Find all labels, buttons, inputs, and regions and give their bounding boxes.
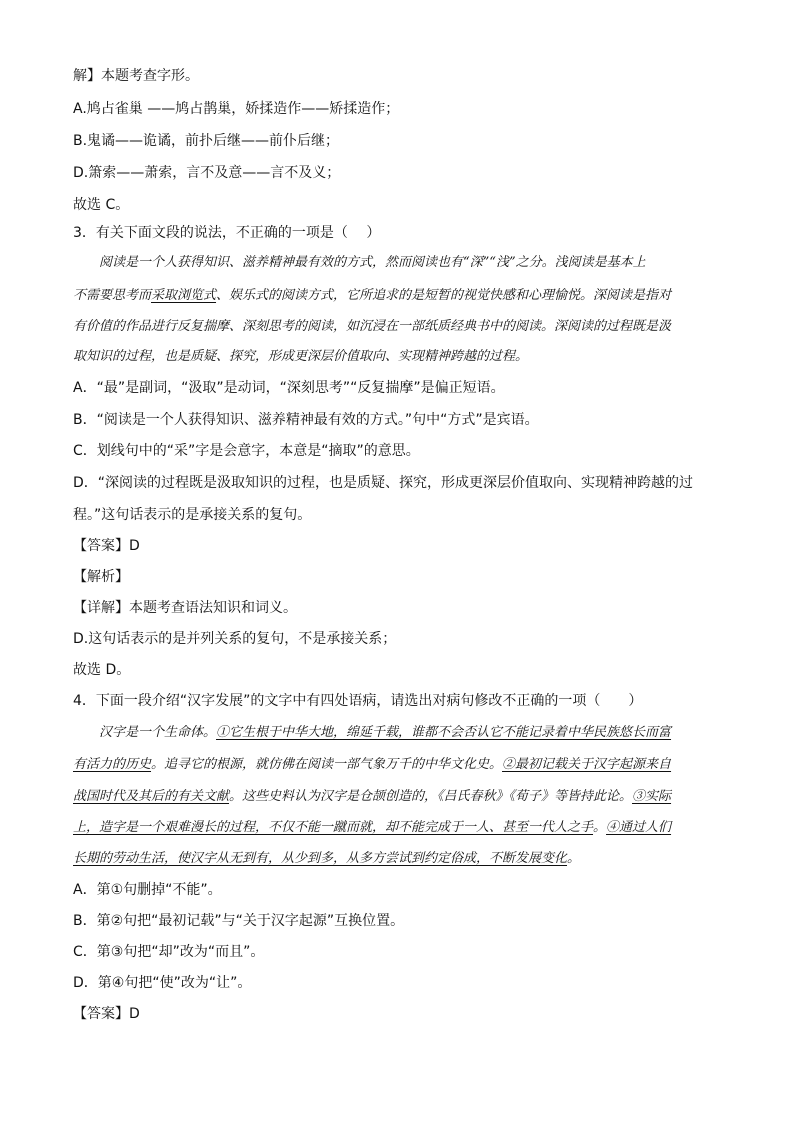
q4-option-c: C．第③句把“却”改为“而且”。 bbox=[73, 944, 265, 960]
q3-passage-line-3: 有价值的作品进行反复揣摩、深刻思考的阅读，如沉浸在一部纸质经典书中的阅读。深阅读的过程既是汲 bbox=[73, 319, 672, 334]
q4-answer: 【答案】D bbox=[73, 1006, 140, 1022]
q4-passage-line-2: 有活力的历史。追寻它的根源，就仿佛在阅读一部气象万千的中华文化史。②最初记载关于汉字起源来自 bbox=[73, 757, 672, 772]
analysis-line: 解】本题考查字形。 bbox=[73, 68, 199, 84]
q4-option-d: D．第④句把“使”改为“让”。 bbox=[73, 975, 252, 991]
sentence-2-cont: 战国时代及其后的有关文献 bbox=[73, 789, 230, 804]
sentence-4: ④通过人们 bbox=[606, 820, 672, 835]
q3-option-a: A．“最”是副词，“汲取”是动词，“深刻思考”“反复揣摩”是偏正短语。 bbox=[73, 380, 505, 396]
answer-choice: 故选 C。 bbox=[73, 197, 130, 213]
q3-option-b: B．“阅读是一个人获得知识、滋养精神最有效的方式。”句中“方式”是宾语。 bbox=[73, 412, 539, 428]
question-3-stem: 3．有关下面文段的说法，不正确的一项是（ ） bbox=[73, 225, 381, 241]
q3-passage-line-1: 阅读是一个人获得知识、滋养精神最有效的方式，然而阅读也有“深”“浅”之分。浅阅读是基本上 bbox=[99, 255, 646, 270]
q3-option-d-cont: 程。”这句话表示的是承接关系的复句。 bbox=[73, 507, 312, 523]
q3-answer-choice: 故选 D。 bbox=[73, 662, 131, 678]
q4-passage-line-4: 上，造字是一个艰难漫长的过程，不仅不能一蹴而就，却不能完成于一人、甚至一代人之手。④通过人们 bbox=[73, 820, 672, 835]
q3-passage-line-2: 不需要思考而采取浏览式、娱乐式的阅读方式，它所追求的是短暂的视觉快感和心理愉悦。深阅读是指对 bbox=[73, 288, 672, 303]
sentence-2: ②最初记载关于汉字起源来自 bbox=[502, 757, 672, 772]
sentence-1-cont: 有活力的历史 bbox=[73, 757, 152, 772]
q3-passage-line-4: 取知识的过程，也是质疑、探究，形成更深层价值取向、实现精神跨越的过程。 bbox=[73, 349, 529, 364]
q4-passage-line-1: 汉字是一个生命体。①它生根于中华大地，绵延千载，谁都不会否认它不能记录着中华民族悠长而富 bbox=[99, 725, 672, 740]
underlined-phrase: 采取浏览式 bbox=[151, 288, 217, 303]
sentence-3: ③实际 bbox=[632, 789, 672, 804]
sentence-3-cont: 上，造字是一个艰难漫长的过程，不仅不能一蹴而就，却不能完成于一人、甚至一代人之手 bbox=[73, 820, 594, 835]
q3-detail-heading: 【详解】本题考查语法知识和词义。 bbox=[73, 600, 297, 616]
q3-analysis-heading: 【解析】 bbox=[73, 569, 129, 585]
q3-option-d: D．“深阅读的过程既是汲取知识的过程，也是质疑、探究，形成更深层价值取向、实现精神跨越的过 bbox=[73, 475, 694, 491]
q4-option-a: A．第①句删掉“不能”。 bbox=[73, 882, 222, 898]
analysis-option-a: A.鸠占雀巢 ——鸠占鹊巢，娇揉造作——矫揉造作； bbox=[73, 101, 400, 117]
q4-passage-line-3: 战国时代及其后的有关文献。这些史料认为汉字是仓颉创造的，《吕氏春秋》《荀子》等皆持此论。③实际 bbox=[73, 789, 672, 804]
sentence-4-cont: 长期的劳动生活，使汉字从无到有，从少到多，从多方尝试到约定俗成，不断发展变化 bbox=[73, 851, 568, 866]
q4-passage-line-5: 长期的劳动生活，使汉字从无到有，从少到多，从多方尝试到约定俗成，不断发展变化。 bbox=[73, 851, 581, 866]
q3-answer: 【答案】D bbox=[73, 538, 140, 554]
analysis-option-b: B.鬼谲——诡谲，前扑后继——前仆后继； bbox=[73, 133, 340, 149]
q3-option-c: C．划线句中的“采”字是会意字，本意是“摘取”的意思。 bbox=[73, 443, 420, 459]
question-4-stem: 4．下面一段介绍“汉字发展”的文字中有四处语病，请选出对病句修改不正确的一项（ ） bbox=[73, 693, 643, 709]
q3-detail-line: D.这句话表示的是并列关系的复句，不是承接关系； bbox=[73, 631, 397, 647]
sentence-1: ①它生根于中华大地，绵延千载，谁都不会否认它不能记录着中华民族悠长而富 bbox=[216, 725, 672, 740]
q4-option-b: B．第②句把“最初记载”与“关于汉字起源”互换位置。 bbox=[73, 913, 405, 929]
analysis-option-d: D.箫索——萧索，言不及意——言不及义； bbox=[73, 165, 341, 181]
